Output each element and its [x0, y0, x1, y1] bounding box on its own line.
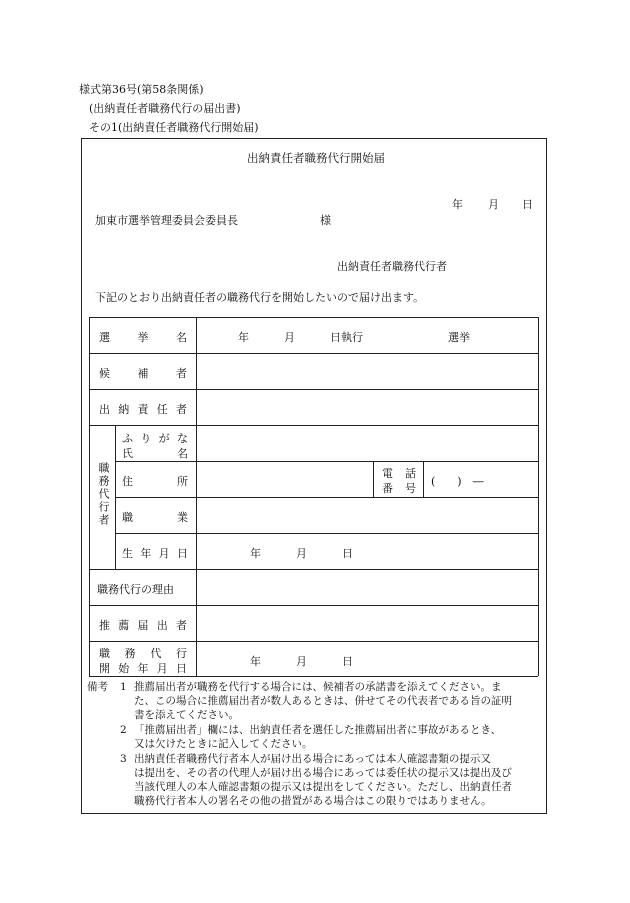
start-year: 年	[250, 655, 261, 668]
address-label	[122, 473, 188, 489]
birth-label-char: 年	[140, 547, 152, 560]
birth-label-char: 生	[122, 547, 133, 560]
election-year: 年	[238, 331, 249, 344]
treasurer-label	[99, 401, 187, 417]
election-day-exec: 日執行	[330, 331, 363, 344]
start-label-char: 日	[176, 662, 187, 675]
intro-text: 下記のとおり出納責任者の職務代行を開始したいので届け出ます。	[95, 291, 425, 304]
row-divider	[89, 425, 538, 426]
row-divider	[115, 533, 538, 534]
row-divider	[89, 389, 538, 390]
start-label-char: 職	[99, 647, 110, 660]
election-month: 月	[284, 331, 295, 344]
recommender-label-char: 出	[156, 619, 168, 632]
form-subtitle-1: (出納責任者職務代行の届出書)	[89, 102, 241, 115]
name-label-char: 氏	[122, 447, 133, 460]
start-label-char: 代	[150, 647, 162, 660]
furigana-label	[122, 430, 188, 446]
form-title: 出納責任者職務代行開始届	[247, 151, 385, 165]
candidate-label-char: 補	[137, 367, 149, 380]
note-2-line-2: 又は欠けたときに記入してください。	[134, 738, 313, 750]
treasurer-label-char: 任	[156, 403, 168, 416]
row-divider	[89, 353, 538, 354]
notes-label: 備考	[87, 681, 108, 693]
note-1-number: 1	[120, 681, 127, 693]
birth-label-char: 日	[176, 547, 188, 560]
date-month: 月	[488, 198, 499, 211]
candidate-label	[99, 365, 187, 381]
election-label-char: 選	[99, 331, 110, 344]
occupation-label-char: 業	[177, 511, 188, 524]
treasurer-label-char: 出	[99, 403, 110, 416]
note-1-line-3: 書を添えてください。	[134, 709, 239, 721]
phone-label-char: 番	[382, 482, 393, 495]
note-2-line-1: 「推薦届出者」欄には、出納責任者を選任した推薦届出者に事故があるとき、	[134, 724, 502, 736]
agent-group-divider	[115, 425, 116, 569]
name-label-char: 名	[177, 447, 188, 460]
election-label-char: 名	[176, 331, 187, 344]
row-divider	[115, 461, 538, 462]
note-3-line-4: 職務代行者本人の署名その他の措置がある場合はこの限りではありません。	[134, 795, 492, 807]
election-suffix: 選挙	[448, 331, 470, 344]
address-label-char: 所	[177, 475, 188, 488]
birth-month: 月	[296, 547, 307, 560]
furigana-label-char: り	[140, 432, 152, 445]
address-label-char: 住	[122, 475, 133, 488]
treasurer-label-char: 者	[176, 403, 187, 416]
birth-label	[122, 545, 188, 561]
phone-label-char: 話	[405, 467, 416, 480]
start-label-char: 年	[137, 662, 149, 675]
name-label	[122, 445, 188, 461]
recommender-label-char: 推	[99, 619, 110, 632]
honorific: 様	[320, 214, 331, 227]
phone-label-char: 号	[405, 482, 416, 495]
start-label-2	[99, 660, 187, 676]
birth-label-char: 月	[158, 547, 170, 560]
recommender-label	[99, 617, 187, 633]
table-left-border	[89, 317, 90, 676]
form-subtitle-2: その1(出納責任者職務代行開始届)	[89, 121, 259, 134]
note-3-line-3: 当該代理人の本人確認書類の提示又は提出をしてください。ただし、出納責任者	[134, 781, 512, 793]
start-label-char: 始	[118, 662, 130, 675]
occupation-label-char: 職	[122, 511, 133, 524]
note-3-number: 3	[120, 753, 127, 765]
agent-side-label: 職務代行者	[97, 462, 110, 527]
note-1-line-1: 推薦届出者が職務を代行する場合には、候補者の承諾書を添えてください。ま	[134, 681, 502, 693]
candidate-label-char: 候	[99, 367, 110, 380]
agent-signature-label: 出納責任者職務代行者	[337, 260, 447, 273]
addressee: 加東市選挙管理委員会委員長	[95, 214, 238, 227]
start-label-char: 開	[99, 662, 110, 675]
birth-year: 年	[250, 547, 261, 560]
row-divider	[89, 641, 538, 642]
election-label-char: 挙	[137, 331, 149, 344]
note-3-line-2: は提出を、その者の代理人が届け出る場合にあっては委任状の提示又は提出及び	[134, 767, 512, 779]
occupation-label	[122, 509, 188, 525]
table-bottom-border	[89, 676, 538, 677]
treasurer-label-char: 納	[118, 403, 130, 416]
note-3-line-1: 出納責任者職務代行者本人が届け出る場合にあっては本人確認書類の提示又	[134, 753, 491, 765]
recommender-label-char: 者	[176, 619, 187, 632]
phone-format: ( ) ―	[431, 475, 484, 488]
table-right-border	[538, 317, 539, 676]
phone-divider	[373, 461, 374, 497]
row-divider	[115, 497, 538, 498]
furigana-label-char: ふ	[122, 432, 133, 445]
phone-label-2	[382, 480, 416, 496]
reason-label: 職務代行の理由	[97, 583, 174, 596]
start-day: 日	[342, 655, 353, 668]
start-month: 月	[296, 655, 307, 668]
birth-day: 日	[342, 547, 353, 560]
phone-label-char: 電	[382, 467, 393, 480]
furigana-label-char: が	[158, 432, 170, 445]
table-top-border	[89, 317, 538, 318]
recommender-label-char: 届	[137, 619, 149, 632]
furigana-label-char: な	[176, 432, 188, 445]
start-label-char: 月	[156, 662, 168, 675]
note-2-number: 2	[120, 724, 127, 736]
row-divider	[89, 569, 538, 570]
start-label-1	[99, 645, 187, 661]
election-label	[99, 329, 187, 345]
treasurer-label-char: 責	[137, 403, 149, 416]
date-day: 日	[522, 198, 533, 211]
phone-label-1	[382, 465, 416, 481]
row-divider	[89, 605, 538, 606]
start-label-char: 務	[124, 647, 136, 660]
recommender-label-char: 薦	[118, 619, 130, 632]
start-label-char: 行	[175, 647, 187, 660]
date-year: 年	[452, 198, 463, 211]
phone-divider	[423, 461, 424, 497]
note-1-line-2: た、この場合に推薦届出者が数人あるときは、併せてその代表者である旨の証明	[134, 695, 512, 707]
form-number: 様式第36号(第58条関係)	[79, 83, 204, 96]
candidate-label-char: 者	[176, 367, 187, 380]
